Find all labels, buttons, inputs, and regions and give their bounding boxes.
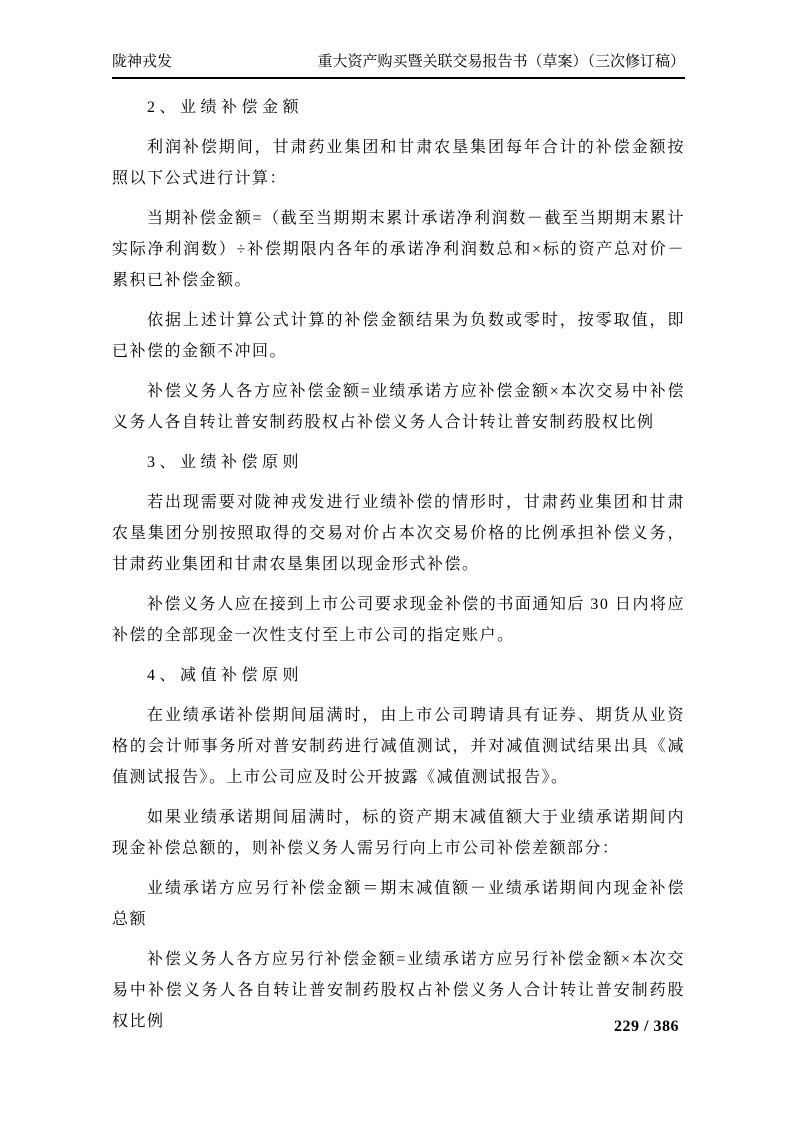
page-header [112,54,685,79]
section-heading: 2、业绩补偿金额 [147,99,304,116]
page-footer [614,1018,679,1036]
paragraph: 利润补偿期间，甘肃药业集团和甘肃农垦集团每年合计的补偿金额按照以下公式进行计算： [112,139,685,187]
section-heading: 3、业绩补偿原则 [147,454,304,471]
paragraph: 依据上述计算公式计算的补偿金额结果为负数或零时，按零取值，即已补偿的金额不冲回。 [112,312,685,360]
paragraph: 在业绩承诺补偿期间届满时，由上市公司聘请具有证券、期货从业资格的会计师事务所对普安制药进行减值测试，并对减值测试结果出具《减值测试报告》。上市公司应及时公开披露《减值测试报告》。 [112,707,685,786]
header-report-title: 重大资产购买暨关联交易报告书（草案）（三次修订稿） [317,54,685,70]
document-body [112,92,685,1046]
section-heading: 4、减值补偿原则 [147,667,304,684]
paragraph: 若出现需要对陇神戎发进行业绩补偿的情形时，甘肃药业集团和甘肃农垦集团分别按照取得的交易对价占本次交易价格的比例承担补偿义务，甘肃药业集团和甘肃农垦集团以现金形式补偿。 [112,494,685,573]
paragraph: 业绩承诺方应另行补偿金额＝期末减值额－业绩承诺期间内现金补偿总额 [112,880,685,928]
paragraph: 当期补偿金额=（截至当期期末累计承诺净利润数－截至当期期末累计实际净利润数）÷补偿期限内各年的承诺净利润数总和×标的资产总对价－累积已补偿金额。 [112,210,685,289]
paragraph: 补偿义务人应在接到上市公司要求现金补偿的书面通知后 30 日内将应补偿的全部现金一次性支付至上市公司的指定账户。 [112,596,685,644]
page-number: 229 / 386 [614,1018,679,1035]
paragraph: 补偿义务人各方应补偿金额=业绩承诺方应补偿金额×本次交易中补偿义务人各自转让普安制药股权占补偿义务人合计转让普安制药股权比例 [112,383,685,431]
paragraph: 补偿义务人各方应另行补偿金额=业绩承诺方应另行补偿金额×本次交易中补偿义务人各自转让普安制药股权占补偿义务人合计转让普安制药股权比例 [112,951,685,1030]
paragraph: 如果业绩承诺期间届满时，标的资产期末减值额大于业绩承诺期间内现金补偿总额的，则补偿义务人需另行向上市公司补偿差额部分： [112,809,685,857]
header-company-name: 陇神戎发 [112,54,173,70]
